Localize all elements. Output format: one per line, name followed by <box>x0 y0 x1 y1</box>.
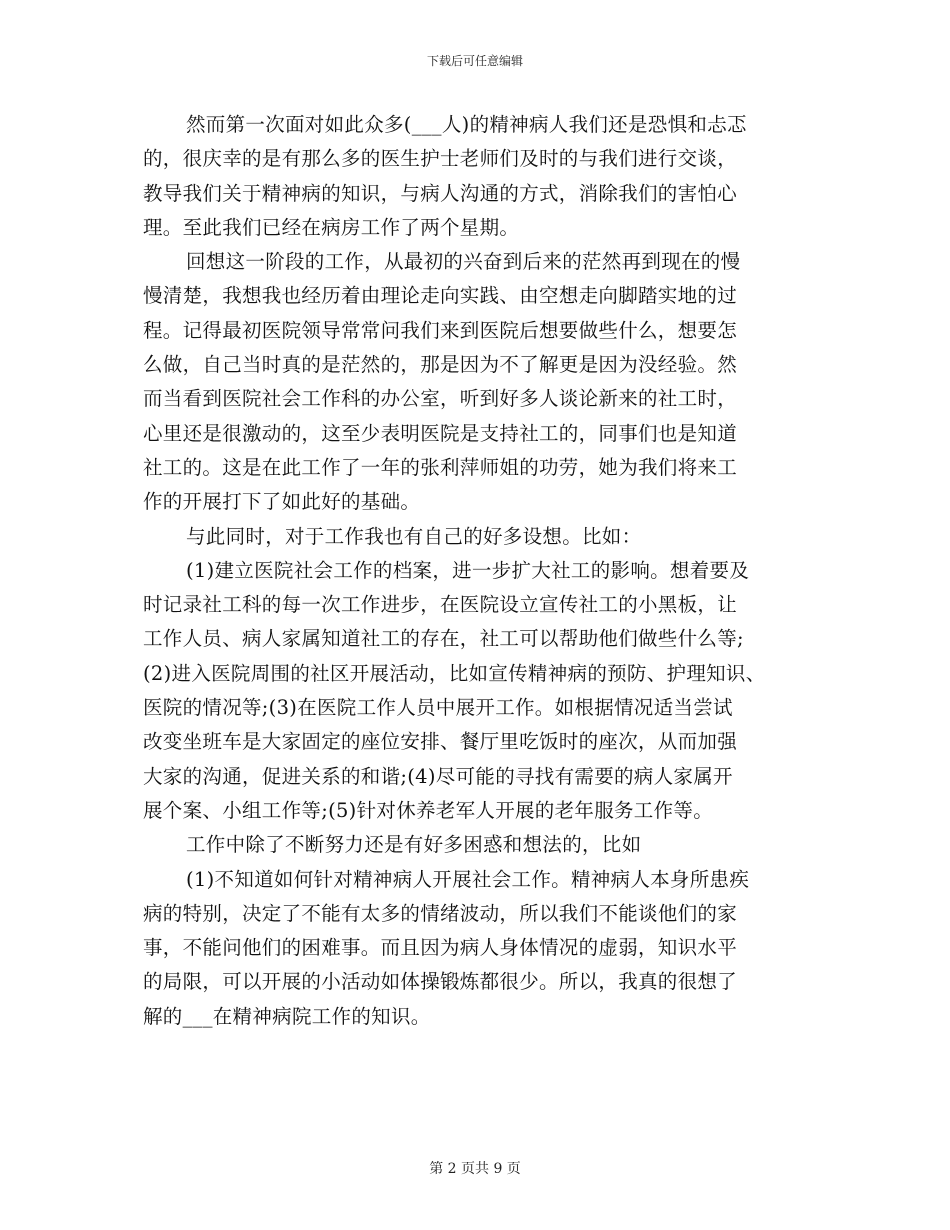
text-line: 的，很庆幸的是有那么多的医生护士老师们及时的与我们进行交谈， <box>143 147 738 171</box>
text-line: 事，不能问他们的困难事。而且因为病人身体情况的虚弱，知识水平 <box>143 936 738 960</box>
text-line: 工作人员、病人家属知道社工的存在，社工可以帮助他们做些什么等; <box>143 627 744 651</box>
text-line: 时记录社工科的每一次工作进步，在医院设立宣传社工的小黑板，让 <box>143 593 738 617</box>
text-line: 教导我们关于精神病的知识，与病人沟通的方式，消除我们的害怕心 <box>143 181 738 205</box>
paragraph <box>143 828 793 862</box>
text-line: (1)建立医院社会工作的档案，进一步扩大社工的影响。想着要及 <box>186 558 750 582</box>
text-line: 理。至此我们已经在病房工作了两个星期。 <box>143 215 520 239</box>
page-footer: 第 2 页共 9 页 <box>429 1161 521 1177</box>
text-line: 改变坐班车是大家固定的座位安排、餐厅里吃饭时的座次，从而加强 <box>143 730 738 754</box>
text-line: 医院的情况等;(3)在医院工作人员中展开工作。如根据情况适当尝试 <box>143 696 733 720</box>
text-line: 社工的。这是在此工作了一年的张利萍师姐的功劳，她为我们将来工 <box>143 455 738 479</box>
text-line: 与此同时，对于工作我也有自己的好多设想。比如： <box>186 524 642 548</box>
text-line: 解的___在精神病院工作的知识。 <box>143 1004 431 1028</box>
text-line: 工作中除了不断努力还是有好多困惑和想法的，比如 <box>186 833 642 857</box>
document-body <box>143 108 793 1034</box>
text-line: 的局限，可以开展的小活动如体操锻炼都很少。所以，我真的很想了 <box>143 970 738 994</box>
text-line: (2)进入医院周围的社区开展活动，比如宣传精神病的预防、护理知识、 <box>143 661 766 685</box>
paragraph <box>143 245 793 519</box>
page-header: 下载后可任意编辑 <box>426 54 523 68</box>
text-line: 程。记得最初医院领导常常问我们来到医院后想要做些什么，想要怎 <box>143 318 738 342</box>
text-line: 回想这一阶段的工作，从最初的兴奋到后来的茫然再到现在的慢 <box>186 250 741 274</box>
paragraph <box>143 554 793 828</box>
text-line: 心里还是很激动的，这至少表明医院是支持社工的，同事们也是知道 <box>143 421 738 445</box>
text-line: 么做，自己当时真的是茫然的，那是因为不了解更是因为没经验。然 <box>143 353 738 377</box>
text-line: 展个案、小组工作等;(5)针对休养老军人开展的老年服务工作等。 <box>143 798 713 822</box>
text-line: 作的开展打下了如此好的基础。 <box>143 490 421 514</box>
text-line: 然而第一次面对如此众多(___人)的精神病人我们还是恐惧和忐忑 <box>186 113 747 136</box>
text-line: 慢清楚，我想我也经历着由理论走向实践、由空想走向脚踏实地的过 <box>143 284 738 308</box>
paragraph <box>143 520 793 554</box>
text-line: 病的特别，决定了不能有太多的情绪波动，所以我们不能谈他们的家 <box>143 901 738 925</box>
paragraph <box>143 863 793 1034</box>
text-line: 大家的沟通，促进关系的和谐;(4)尽可能的寻找有需要的病人家属开 <box>143 764 733 788</box>
paragraph <box>143 108 793 245</box>
text-line: (1)不知道如何针对精神病人开展社会工作。精神病人本身所患疾 <box>186 867 750 891</box>
text-line: 而当看到医院社会工作科的办公室，听到好多人谈论新来的社工时， <box>143 387 738 411</box>
